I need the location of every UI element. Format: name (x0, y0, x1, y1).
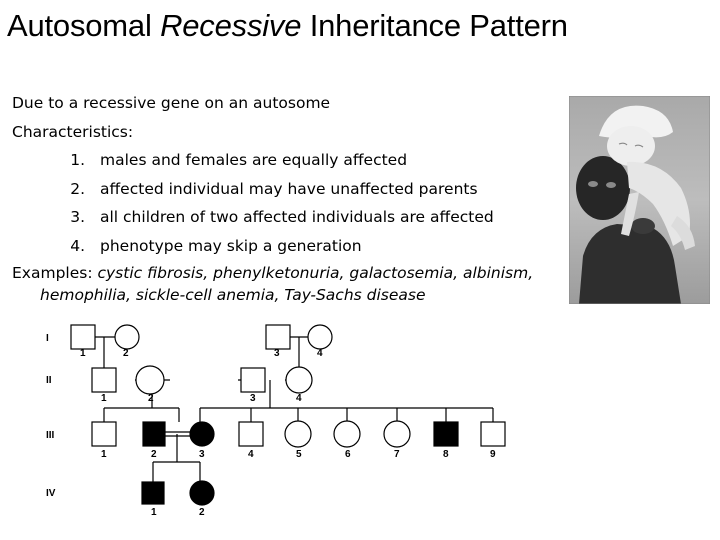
albinism-photo (569, 96, 710, 304)
female-unaffected (308, 325, 332, 349)
male-unaffected (92, 422, 116, 446)
individual-number: 2 (199, 507, 205, 518)
characteristic-item (12, 146, 572, 175)
individual-number: 1 (80, 348, 86, 359)
individual-number: 2 (148, 393, 154, 404)
individual-number: 2 (123, 348, 129, 359)
item-text: affected individual may have unaffected parents (100, 179, 478, 198)
generation-label: III (46, 430, 55, 441)
item-number: 3. (70, 208, 85, 226)
item-text: all children of two affected individuals are affected (100, 208, 494, 226)
characteristics-label: Characteristics: (12, 122, 134, 141)
characteristic-item (12, 203, 572, 232)
female-unaffected (334, 421, 360, 447)
female-unaffected (384, 421, 410, 447)
individual-number: 7 (394, 449, 400, 460)
female-unaffected (286, 367, 312, 393)
characteristic-item (12, 175, 572, 204)
generation-label: I (46, 333, 49, 344)
examples-line-continued (12, 286, 572, 304)
female-unaffected (136, 366, 164, 394)
pedigree-lines (95, 337, 493, 482)
slide-body (12, 89, 572, 304)
individual-number: 1 (151, 507, 157, 518)
male-affected (434, 422, 458, 446)
male-affected (143, 422, 165, 446)
item-number: 2. (70, 179, 85, 198)
female-affected (190, 422, 214, 446)
male-unaffected (481, 422, 505, 446)
individual-number: 3 (250, 393, 256, 404)
male-unaffected (92, 368, 116, 392)
item-text: males and females are equally affected (100, 151, 408, 169)
individual-number: 1 (101, 449, 107, 460)
examples-list: cystic fibrosis, phenylketonuria, galactosemia, albinism, (97, 264, 534, 282)
item-number: 4. (70, 236, 85, 255)
individual-number: 2 (151, 449, 157, 460)
individual-number: 3 (199, 449, 205, 460)
male-unaffected (71, 325, 95, 349)
pedigree-chart (40, 312, 520, 527)
individual-number: 1 (101, 393, 107, 404)
individual-number: 4 (317, 348, 323, 359)
item-number: 1. (70, 151, 85, 169)
individual-number: 6 (345, 449, 351, 460)
individual-number: 8 (443, 449, 449, 460)
individual-number: 4 (248, 449, 254, 460)
examples-line (12, 260, 572, 286)
generation-label: IV (46, 488, 56, 499)
female-affected (190, 481, 214, 505)
male-unaffected (266, 325, 290, 349)
female-unaffected (115, 325, 139, 349)
male-unaffected (239, 422, 263, 446)
intro-text: Due to a recessive gene on an autosome (12, 94, 331, 112)
individual-number: 3 (274, 348, 280, 359)
examples-list: hemophilia, sickle-cell anemia, Tay-Sachs disease (40, 286, 426, 304)
item-text: phenotype may skip a generation (100, 236, 362, 255)
individual-number: 4 (296, 393, 302, 404)
individual-number: 9 (490, 449, 496, 460)
female-unaffected (285, 421, 311, 447)
slide-title: Autosomal Recessive Inheritance Pattern (7, 8, 568, 43)
male-unaffected (241, 368, 265, 392)
individual-number: 5 (296, 449, 302, 460)
male-affected (142, 482, 164, 504)
examples-label: Examples: (12, 264, 98, 282)
generation-label: II (46, 375, 52, 386)
characteristic-item (12, 232, 572, 261)
